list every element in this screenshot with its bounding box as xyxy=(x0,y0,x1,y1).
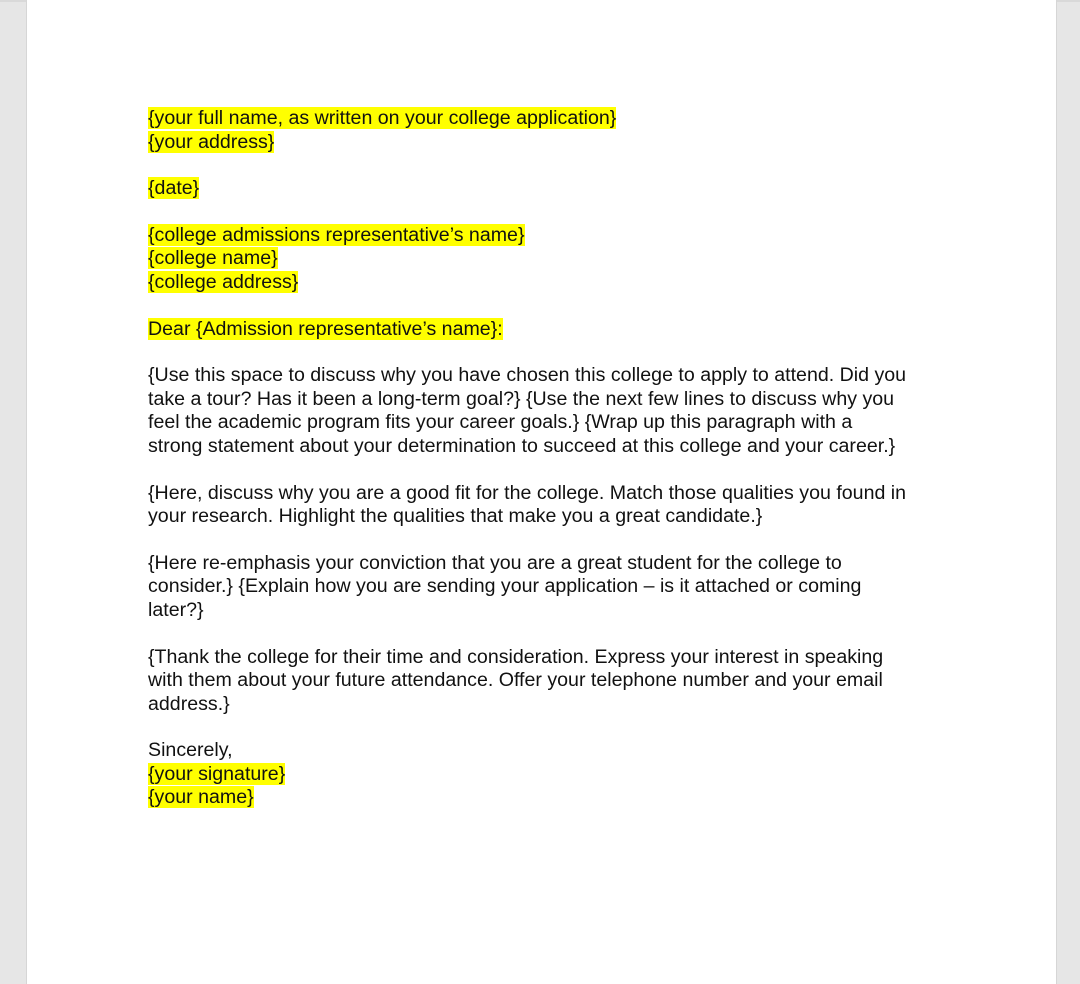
signer-name-line xyxy=(148,786,948,810)
salutation: Dear {Admission representative’s name}: xyxy=(148,317,503,340)
spacer xyxy=(148,341,948,364)
paragraph-line: {Thank the college for their time and consideration. Express your interest in speaking xyxy=(148,645,884,668)
date-line xyxy=(148,177,948,201)
salutation-line xyxy=(148,318,948,342)
paragraph-4 xyxy=(148,646,948,717)
letter-body xyxy=(148,107,948,810)
spacer xyxy=(148,623,948,646)
paragraph-1 xyxy=(148,364,948,458)
signer-name: {your name} xyxy=(148,786,254,809)
paragraph-line: {Here re-emphasis your conviction that you are a great student for the college to xyxy=(148,551,842,574)
recipient-name-line xyxy=(148,224,948,248)
paragraph-line: take a tour? Has it been a long-term goal?} {Use the next few lines to discuss why you xyxy=(148,387,895,410)
paragraph-line: strong statement about your determination to succeed at this college and your career.} xyxy=(148,434,896,457)
spacer xyxy=(148,529,948,552)
letter-date: {date} xyxy=(148,177,200,200)
college-address: {college address} xyxy=(148,270,299,293)
sender-address: {your address} xyxy=(148,130,275,153)
signature-line xyxy=(148,763,948,787)
signature-placeholder: {your signature} xyxy=(148,762,286,785)
paragraph-line: consider.} {Explain how you are sending your application – is it attached or coming xyxy=(148,575,862,598)
spacer xyxy=(148,295,948,318)
paragraph-line: with them about your future attendance. Offer your telephone number and your email xyxy=(148,669,883,692)
spacer xyxy=(148,201,948,224)
document-page xyxy=(26,0,1057,984)
paragraph-3 xyxy=(148,552,948,623)
paragraph-2 xyxy=(148,482,948,529)
college-address-line xyxy=(148,271,948,295)
spacer xyxy=(148,716,948,739)
paragraph-line: your research. Highlight the qualities that make you a great candidate.} xyxy=(148,505,763,528)
closing-line xyxy=(148,739,948,763)
spacer xyxy=(148,459,948,482)
paragraph-line: later?} xyxy=(148,598,204,621)
college-name: {college name} xyxy=(148,247,278,270)
paragraph-line: {Here, discuss why you are a good fit for the college. Match those qualities you found in xyxy=(148,481,907,504)
college-name-line xyxy=(148,247,948,271)
paragraph-line: {Use this space to discuss why you have chosen this college to apply to attend. Did you xyxy=(148,364,907,387)
recipient-name: {college admissions representative’s name} xyxy=(148,223,525,246)
sender-address-line xyxy=(148,131,948,155)
closing: Sincerely, xyxy=(148,739,233,762)
sender-name-line xyxy=(148,107,948,131)
paragraph-line: address.} xyxy=(148,692,230,715)
sender-name: {your full name, as written on your college application} xyxy=(148,107,617,129)
spacer xyxy=(148,154,948,177)
paragraph-line: feel the academic program fits your career goals.} {Wrap up this paragraph with a xyxy=(148,411,853,434)
